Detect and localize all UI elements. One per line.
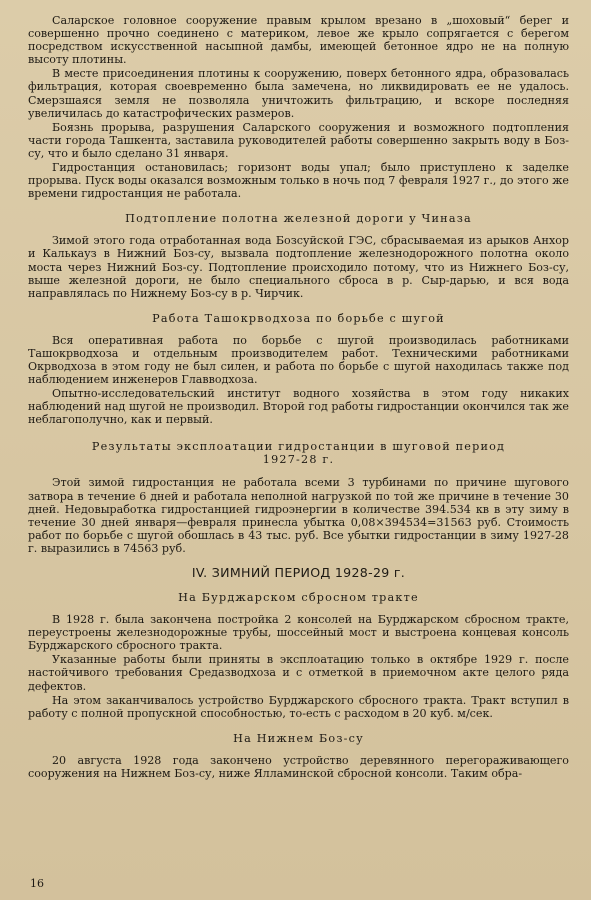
paragraph: Гидростанция остановилась; горизонт воды упал; было приступлено к заделке прорыва. Пуск воды оказался возможным только в ночь под 7 февраля 1927 г., до этого же времени гидростанция не работала. [28,161,569,201]
section-results [28,476,569,555]
paragraph: Этой зимой гидростанция не работала всеми 3 турбинами по причине шугового затвора в течение 6 дней и работала неполной нагрузкой по той же причине в течение 30 дней. Недовыработка гидростанцией гидроэнергии в количестве 394.534 кв в эту зиму в течение 30 дней января—февраля принесла убытка 0,08×394534=31563 руб. Стоимость работ по борьбе с шугой обошлась в 43 тыс. руб. Все убытки гидростанции в зиму 1927-28 г. выразились в 74563 руб. [28,476,569,555]
section-burdzhar [28,613,569,720]
section-salar [28,14,569,200]
section-heading: На Нижнем Боз-су [233,731,364,745]
paragraph: Боязнь прорыва, разрушения Саларского сооружения и возможного подтопления части города Ташкента, заставила руководителей работы совершенно закрыть воду в Боз-су, что и было сделано 31 января. [28,120,569,160]
paragraph: Зимой этого года отработанная вода Бозсуйской ГЭС, сбрасываемая из арыков Анхор и Калькауз в Нижний Боз-су, вызвала подтопление железнодорожного полотна около моста через Нижний Боз-су. Подтопление происходило потому, что из Нижнего Боз-су, выше железной дороги, не было специального сброса в р. Сыр-дарью, и вся вода направлялась по Нижнему Боз-су в р. Чирчик. [28,234,569,300]
section-heading-line: 1927-28 г. [262,453,335,467]
paragraph: На этом заканчивалось устройство Бурджарского сбросного тракта. Тракт вступил в работу с полной пропускной способностью, то-есть с расходом в 20 куб. м/сек. [28,693,569,720]
chapter-title: IV. ЗИМНИЙ ПЕРИОД 1928-29 г. [191,565,406,580]
paragraph: В месте присоединения плотины к сооружению, поверх бетонного ядра, образовалась фильтрация, которая своевременно была замечена, но ликвидировать ее не удалось. Смерзшаяся земля не позволяла уничтожить фильтрацию, и вскоре последняя увеличилась до катастрофических размеров. [28,67,569,120]
page-number: 16 [30,876,44,890]
section-ice-slush-work [28,334,569,427]
paragraph: 20 августа 1928 года закончено устройство деревянного перегораживающего сооружения на Нижнем Боз-су, ниже Ялламинской сбросной консоли. Таким обра- [28,753,569,780]
section-lower-boz-su [28,754,569,780]
section-heading-line: Результаты эксплоатации гидростанции в шуговой период [91,440,506,454]
section-heading: На Бурджарском сбросном тракте [178,591,419,605]
paragraph: В 1928 г. была закончена постройка 2 консолей на Бурджарском сбросном тракте, переустроены железнодорожные трубы, шоссейный мост и выстроена концевая консоль Бурджарского сбросного тракта. [28,613,569,653]
paragraph: Вся оперативная работа по борьбе с шугой производилась работниками Ташокрводхоза и отдельным производителем работ. Техническими работниками Окрводхоза в этом году не был силен, и работа по борьбе с шугой находилась также под наблюдением инженеров Главводхоза. [28,333,569,387]
section-heading: Подтопление полотна железной дороги у Чиназа [125,212,472,226]
paragraph: Саларское головное сооружение правым крылом врезано в „шоховый“ берег и совершенно прочно соединено с материком, левое же крыло сопрягается с берегом посредством искусственной насыпной дамбы, имеющей бетонное ядро не на полную высоту плотины. [28,14,569,67]
section-heading [28,440,569,466]
paragraph: Опытно-исследовательский институт водного хозяйства в этом году никаких наблюдений над шугой не производил. Второй год работы гидростанции окончился так же неблагополучно, как и первый. [28,387,569,427]
section-railway-flooding [28,234,569,299]
section-heading: Работа Ташокрводхоза по борьбе с шугой [152,311,445,325]
paragraph: Указанные работы были приняты в эксплоатацию только в октябре 1929 г. после настойчивого требования Средазводхоза и с отметкой в приемочном акте целого ряда дефектов. [28,653,569,693]
